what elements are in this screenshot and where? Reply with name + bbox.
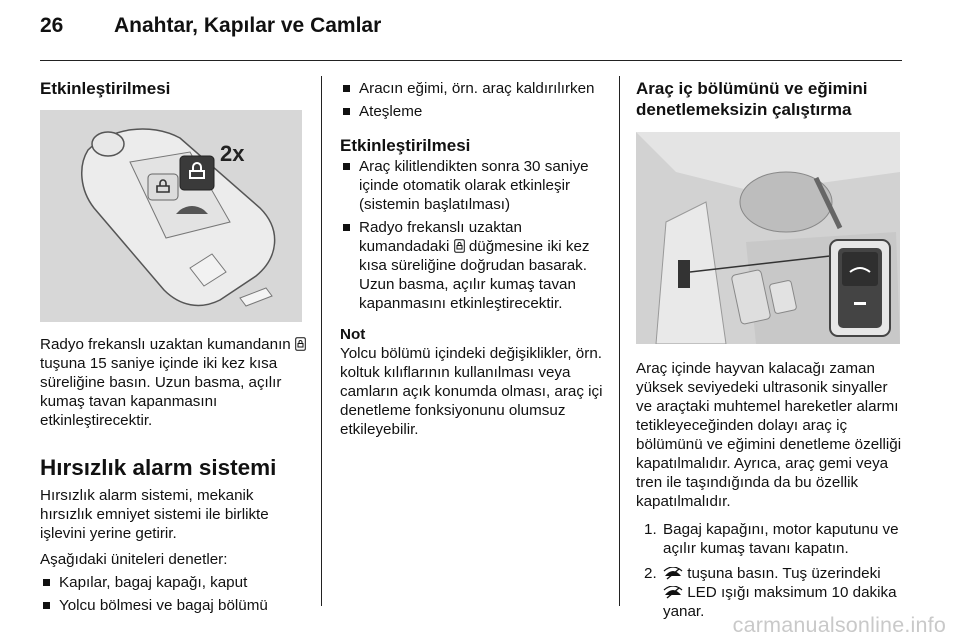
activation-list [340,157,610,313]
disable-paragraph: Araç içinde hayvan kalacağı zaman yüksek seviyedeki ultrasonik sinyaller ve araçtaki muhtemel hareketler alarmı tetikleyeceğinden dolayı araç iç bölümünü ve eğimini denetleme özelliği kapatılmalıdır. Ayrıca, araç gemi veya tren ile taşındığında da bu özellik kapatılmalıdır. [636,360,902,510]
interior-switch-illustration [636,132,900,344]
list-item: Kapılar, bagaj kapağı, kaput [40,573,308,592]
column-3 [636,76,904,621]
column-1 [40,76,308,615]
note-text: Yolcu bölümü içindeki değişiklikler, örn. koltuk kılıflarının kullanılması veya camların açık konumda olması, araç içi denetleme fonksiyonunu olumsuz etkileyebilir. [340,345,603,438]
remote-key-illustration [40,110,302,322]
monitors-intro: Aşağıdaki üniteleri denetler: [40,551,228,568]
column-2 [340,76,610,439]
list-item: Araç kilitlendikten sonra 30 saniye içinde otomatik olarak etkinleşir (sistemin başlatılması) [340,157,610,214]
column-divider-2 [619,76,620,606]
lock-button-icon [454,239,465,253]
activation-heading: Etkinleştirilmesi [40,79,171,98]
watermark: carmanualsonline.info [732,613,946,637]
lock-button-icon [295,337,306,351]
activation-text-1: Radyo frekanslı uzaktan kumandanın [40,336,291,353]
activation-text-2: tuşuna 15 saniye içinde iki kez kısa süreliğine basın. Uzun basma, açılır kumaş tavan kapanmasını etkinleştirecektir. [40,355,282,429]
press-twice-label: 2x [220,141,245,166]
note-title: Not [340,326,366,343]
alarm-intro: Hırsızlık alarm sistemi, mekanik hırsızlık emniyet sistemi ile birlikte işlevini yerine getirir. [40,487,269,542]
page-number: 26 [40,14,64,37]
activation-heading-2: Etkinleştirilmesi [340,136,471,155]
activation-paragraph [40,335,308,430]
column-divider-1 [321,76,322,606]
section-heading: Araç iç bölümünü ve eğimini denetlemeksizin çalıştırma [636,79,868,119]
dashboard-icon [636,132,900,344]
steps-list [636,520,904,621]
header-rule [40,60,902,61]
page-title: Anahtar, Kapılar ve Camlar [114,14,382,37]
list-item: Aracın eğimi, örn. araç kaldırılırken [340,79,610,98]
list-item: 1. Bagaj kapağını, motor kaputunu ve açılır kumaş tavanı kapatın. [644,521,899,557]
list-item: 2. tuşuna basın. Tuş üzerindeki LED ışığı maksimum 10 dakika yanar. [644,565,897,620]
list-item: Ateşleme [340,102,610,121]
monitored-units-list [40,573,308,615]
car-sensor-icon [663,586,683,599]
list-item: Radyo frekanslı uzaktan kumandadaki düğmesine iki kez kısa süreliğine doğrudan basarak. Uzun basma, açılır kumaş tavan kapanmasını etkinleştirecektir. [340,218,610,313]
list-item: Yolcu bölmesi ve bagaj bölümü [40,596,308,615]
section-title: Hırsızlık alarm sistemi [40,455,277,480]
page-header [40,14,381,38]
monitored-units-list-cont [340,79,610,121]
car-key-fob-icon [40,110,302,322]
car-sensor-icon [663,567,683,580]
